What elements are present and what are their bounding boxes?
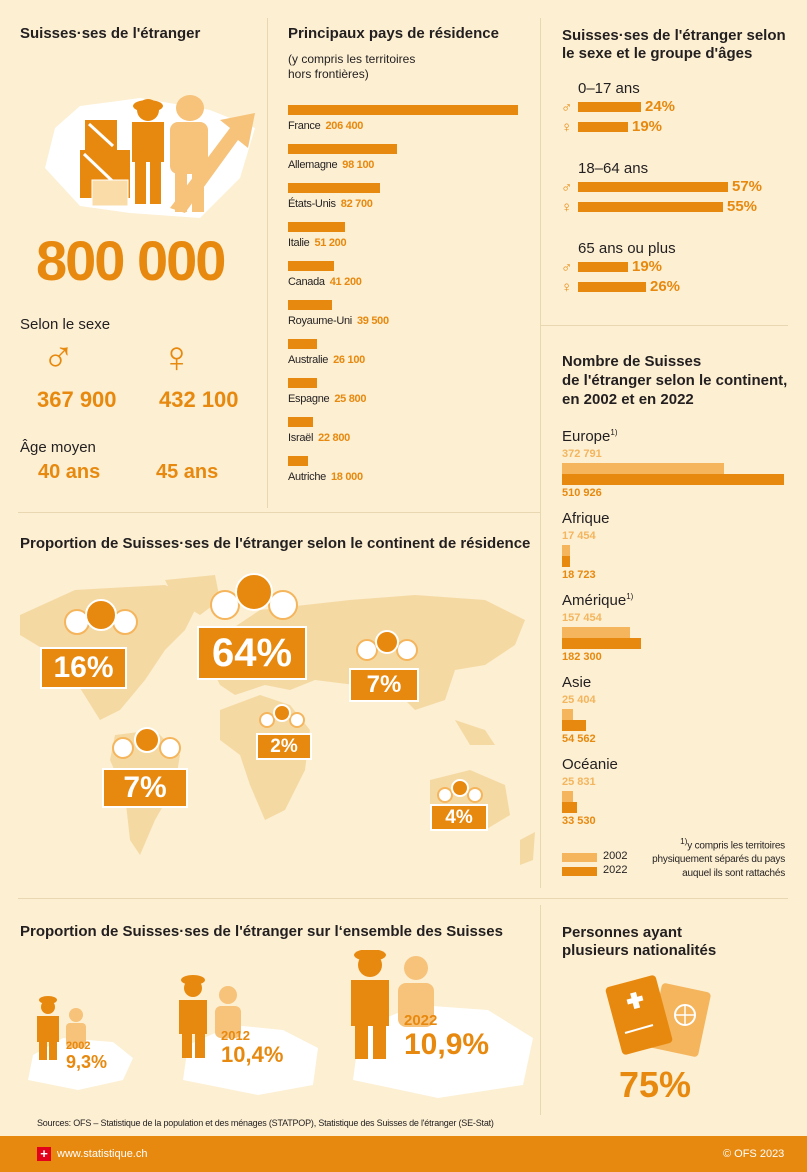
value-2002: 25 404 xyxy=(562,694,596,706)
age-male-value: 19% xyxy=(632,258,663,275)
male-icon: ♂ xyxy=(42,333,75,382)
asia-share: 7% xyxy=(349,668,419,702)
country-label: Royaume-Uni 39 500 xyxy=(288,315,389,327)
age-female-value: 26% xyxy=(650,278,681,295)
europe-share: 64% xyxy=(197,626,307,680)
age-group-label: 65 ans ou plus xyxy=(578,240,676,257)
swiss-flag-icon: + xyxy=(37,1147,51,1161)
total-count: 800 000 xyxy=(36,229,225,292)
country-bar xyxy=(288,261,334,271)
continent-label: Afrique xyxy=(562,510,610,527)
age-male-value: 24% xyxy=(645,98,676,115)
map-title: Proportion de Suisses·ses de l'étranger selon le continent de résidence xyxy=(20,535,531,552)
country-label: États-Unis 82 700 xyxy=(288,198,373,210)
continents-title: de l'étranger selon le continent, xyxy=(562,372,788,389)
bar-2022 xyxy=(562,556,570,567)
share-value: 9,3% xyxy=(66,1052,108,1072)
value-2022: 510 926 xyxy=(562,487,602,499)
divider xyxy=(540,905,541,1115)
female-avg-age: 45 ans xyxy=(156,461,219,483)
legend-2022: 2022 xyxy=(603,864,628,876)
continent-label: Amérique$^{1)}$ xyxy=(562,592,634,609)
continents-title: en 2002 et en 2022 xyxy=(562,391,694,408)
country-label: Italie 51 200 xyxy=(288,237,347,249)
continent-label: Europe$^{1)}$ xyxy=(562,428,618,445)
female-icon: ♀ xyxy=(160,333,193,382)
continents-footnote: $^{1)}$y compris les territoires physiquement séparés du pays auquel ils sont rattachés xyxy=(652,836,785,880)
male-icon: ♂ xyxy=(561,259,573,276)
bar-2002 xyxy=(562,791,573,802)
age-female-bar xyxy=(578,202,723,212)
age-male-bar xyxy=(578,182,728,192)
people-with-luggage-map-icon xyxy=(40,88,260,223)
country-label: Espagne 25 800 xyxy=(288,393,367,405)
age-female-value: 55% xyxy=(727,198,758,215)
avg-age-label: Âge moyen xyxy=(20,439,96,456)
divider xyxy=(18,512,540,513)
age-group-label: 0–17 ans xyxy=(578,80,640,97)
countries-subtitle: (y compris les territoires xyxy=(288,52,416,66)
multi-title: Personnes ayant xyxy=(562,924,683,941)
age-female-bar xyxy=(578,122,628,132)
country-bar xyxy=(288,105,518,115)
country-bar xyxy=(288,222,345,232)
female-icon: ♀ xyxy=(561,119,573,136)
age-group-label: 18–64 ans xyxy=(578,160,649,177)
age-title: Suisses·ses de l'étranger selon xyxy=(562,27,786,44)
value-2002: 157 454 xyxy=(562,612,602,624)
male-count: 367 900 xyxy=(37,387,117,412)
bar-2002 xyxy=(562,709,573,720)
divider xyxy=(540,325,788,326)
female-icon: ♀ xyxy=(561,199,573,216)
bar-2022 xyxy=(562,720,586,731)
age-female-bar xyxy=(578,282,646,292)
country-bar xyxy=(288,300,332,310)
country-bar xyxy=(288,339,317,349)
africa-share: 2% xyxy=(256,733,312,760)
country-bar xyxy=(288,144,397,154)
value-2022: 33 530 xyxy=(562,815,596,827)
divider xyxy=(18,898,788,899)
continent-label: Océanie xyxy=(562,756,618,773)
south-america-share: 7% xyxy=(102,768,188,808)
male-icon: ♂ xyxy=(561,179,573,196)
value-2022: 182 300 xyxy=(562,651,602,663)
bar-2002 xyxy=(562,545,570,556)
country-label: Canada 41 200 xyxy=(288,276,362,288)
overview-title: Suisses·ses de l'étranger xyxy=(20,25,201,42)
divider xyxy=(267,18,268,508)
multi-value: 75% xyxy=(619,1064,692,1105)
value-2022: 18 723 xyxy=(562,569,596,581)
age-female-value: 19% xyxy=(632,118,663,135)
age-male-value: 57% xyxy=(732,178,763,195)
country-label: Israël 22 800 xyxy=(288,432,350,444)
value-2002: 25 831 xyxy=(562,776,596,788)
legend-2002-swatch xyxy=(562,853,597,862)
oceania-share: 4% xyxy=(430,804,488,831)
bar-2002 xyxy=(562,627,630,638)
male-avg-age: 40 ans xyxy=(38,461,101,483)
share-value: 10,4% xyxy=(221,1042,284,1067)
bar-2022 xyxy=(562,638,641,649)
swiss-map-people-icons xyxy=(18,950,538,1100)
copyright: © OFS 2023 xyxy=(723,1148,785,1160)
divider xyxy=(540,18,541,888)
share-year: 2022 xyxy=(404,1012,438,1029)
value-2022: 54 562 xyxy=(562,733,596,745)
bar-2022 xyxy=(562,802,577,813)
passports-icon xyxy=(605,975,715,1065)
footer xyxy=(0,1136,807,1172)
country-bar xyxy=(288,456,308,466)
value-2002: 17 454 xyxy=(562,530,596,542)
continents-title: Nombre de Suisses xyxy=(562,353,702,370)
multi-title: plusieurs nationalités xyxy=(562,942,717,959)
age-male-bar xyxy=(578,262,628,272)
country-label: Australie 26 100 xyxy=(288,354,365,366)
countries-subtitle: hors frontières) xyxy=(288,67,369,81)
value-2002: 372 791 xyxy=(562,448,602,460)
by-sex-label: Selon le sexe xyxy=(20,316,111,333)
legend-2022-swatch xyxy=(562,867,597,876)
share-title: Proportion de Suisses·ses de l'étranger sur l‘ensemble des Suisses xyxy=(20,923,503,940)
continent-label: Asie xyxy=(562,674,592,691)
countries-title: Principaux pays de résidence xyxy=(288,25,499,42)
bar-2022 xyxy=(562,474,784,485)
north-america-share: 16% xyxy=(40,647,127,689)
male-icon: ♂ xyxy=(561,99,573,116)
sources: Sources: OFS – Statistique de la population et des ménages (STATPOP), Statistique des Suisses de l'étranger (SE-Stat) xyxy=(37,1118,494,1128)
legend-2002: 2002 xyxy=(603,850,628,862)
share-year: 2012 xyxy=(221,1028,250,1043)
bar-2002 xyxy=(562,463,724,474)
country-label: Autriche 18 000 xyxy=(288,471,363,483)
country-bar xyxy=(288,417,313,427)
female-icon: ♀ xyxy=(561,279,573,296)
age-male-bar xyxy=(578,102,641,112)
country-bar xyxy=(288,183,380,193)
female-count: 432 100 xyxy=(159,387,239,412)
country-label: Allemagne 98 100 xyxy=(288,159,375,171)
country-bar xyxy=(288,378,317,388)
website-link[interactable]: www.statistique.ch xyxy=(57,1148,148,1160)
share-year: 2002 xyxy=(66,1040,91,1052)
country-label: France 206 400 xyxy=(288,120,364,132)
age-title: le sexe et le groupe d'âges xyxy=(562,45,753,62)
share-value: 10,9% xyxy=(404,1028,490,1061)
